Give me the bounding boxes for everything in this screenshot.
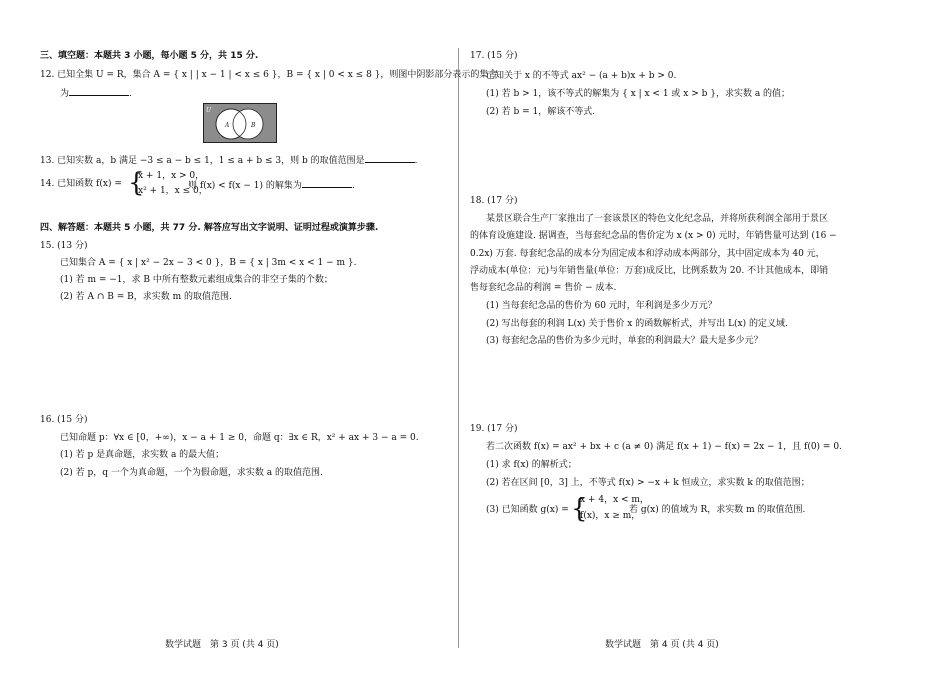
question-19-case-2: f(x)，x ≥ m， [580,511,641,521]
question-18-part-3: (3) 每套纪念品的售价为多少元时，单套的利润最大？最大是多少元？ [486,336,763,346]
question-18-stem-line-1: 某景区联合生产厂家推出了一套该景区的特色文化纪念品，并将所获利润全部用于景区 [486,214,829,224]
section-answer-heading: 四、解答题：本题共 5 小题，共 77 分. 解答应写出文字说明、证明过程或演算步骤. [40,223,379,233]
venn-label-u: U [206,107,212,114]
question-17-part-2: (2) 若 b = 1，解该不等式. [486,107,596,117]
question-19-part-3-suffix: 若 g(x) 的值域为 R，求实数 m 的取值范围. [629,505,806,515]
page-divider [458,48,459,648]
question-16-part-2: (2) 若 p，q 一个为真命题，一个为假命题，求实数 a 的取值范围. [60,468,323,478]
piecewise-brace-14: { [128,168,145,198]
question-19-case-1: x + 4，x < m， [580,495,649,505]
question-18-part-1: (1) 当每套纪念品的售价为 60 元时，年利润是多少万元？ [486,301,717,311]
question-17-stem: 已知关于 x 的不等式 ax² − (a + b)x + b > 0. [486,71,677,81]
question-19-part-1: (1) 求 f(x) 的解析式； [486,460,577,470]
question-14-case-1: x + 1，x > 0， [138,171,205,181]
question-15-part-1: (1) 若 m = −1，求 B 中所有整数元素组成集合的非空子集的个数； [60,275,333,285]
page-3-footer: 数学试题 第 3 页 (共 4 页) [165,640,279,650]
question-16-header: 16. (15 分) [40,415,88,425]
question-17-header: 17. (15 分) [470,51,518,61]
section-fill-in-heading: 三、填空题：本题共 3 小题，每小题 5 分，共 15 分. [40,51,259,61]
question-18-part-2: (2) 写出每套的利润 L(x) 关于售价 x 的函数解析式，并写出 L(x) 的定义域. [486,319,788,329]
venn-set-b-circle [233,109,263,139]
venn-diagram [203,103,277,143]
question-16-part-1: (1) 若 p 是真命题，求实数 a 的最大值； [60,450,225,460]
question-18-stem-line-4: 浮动成本(单位：元)与年销售量(单位：万套)成反比，比例系数为 20. 不计其他成本，即销 [470,266,829,276]
question-19-stem: 若二次函数 f(x) = ax² + bx + c (a ≠ 0) 满足 f(x + 1) − f(x) = 2x − 1，且 f(0) = 0. [486,442,842,452]
question-13: 13. 已知实数 a，b 满足 −3 ≤ a − b ≤ 1，1 ≤ a + b ≤ 3，则 b 的取值范围是 . [40,153,418,167]
piecewise-brace-19: { [571,494,588,524]
question-17-part-1: (1) 若 b > 1，该不等式的解集为 { x | x < 1 或 x > b }，求实数 a 的值； [486,89,791,99]
question-14-suffix: 则 f(x) < f(x − 1) 的解集为 . [188,178,355,192]
question-18-stem-line-5: 售每套纪念品的利润 = 售价 − 成本. [470,283,617,293]
question-14-prefix: 14. 已知函数 f(x) = [40,179,122,189]
page-4-footer: 数学试题 第 4 页 (共 4 页) [605,640,719,650]
question-19-part-2: (2) 若在区间 [0，3] 上，不等式 f(x) > −x + k 恒成立，求实数 k 的取值范围； [486,478,810,488]
question-13-text: 13. 已知实数 a，b 满足 −3 ≤ a − b ≤ 1，1 ≤ a + b ≤ 3，则 b 的取值范围是 [40,156,365,166]
question-12-text: 12. 已知全集 U = R，集合 A = { x | | x − 1 | < x ≤ 6 }，B = { x | 0 < x ≤ 8 }，则图中阴影部分表示的集合 [40,70,498,80]
question-16-stem: 已知命题 p：∀x ∈ [0，+∞)，x − a + 1 ≥ 0，命题 q：∃x ∈ R，x² + ax + 3 − a = 0. [60,433,419,443]
question-15-stem: 已知集合 A = { x | x² − 2x − 3 < 0 }，B = { x | 3m < x < 1 − m }. [60,258,357,268]
question-18-header: 18. (17 分) [470,196,518,206]
answer-blank-12 [69,86,129,96]
question-15-header: 15. (13 分) [40,241,88,251]
venn-label-b: B [251,122,256,129]
venn-label-a: A [225,122,230,129]
question-14-text: 则 f(x) < f(x − 1) 的解集为 [188,181,302,191]
question-12-tail: 为 [60,89,70,99]
answer-blank-14 [302,178,352,188]
question-19-header: 19. (17 分) [470,424,518,434]
answer-blank-13 [365,153,415,163]
question-14-case-2: x² + 1，x ≤ 0， [138,186,208,196]
question-19-part-3-prefix: (3) 已知函数 g(x) = [486,505,569,515]
question-18-stem-line-3: 0.2x) 万套. 每套纪念品的成本分为固定成本和浮动成本两部分，其中固定成本为 40 元， [470,249,825,259]
question-12-continuation: 为 . [60,86,132,100]
question-18-stem-line-2: 的体育设施建设. 据调查，当每套纪念品的售价定为 x (x > 0) 元时，年销售量可达到 (16 − [470,231,837,241]
question-15-part-2: (2) 若 A ∩ B = B，求实数 m 的取值范围. [60,292,232,302]
